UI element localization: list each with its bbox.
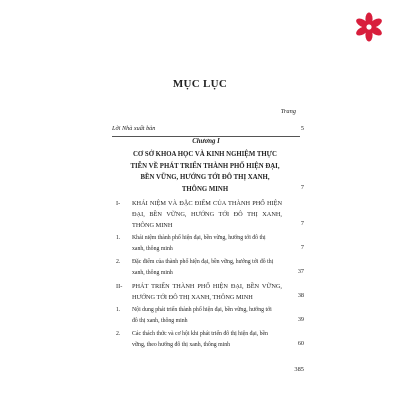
item-marker: 2. (116, 331, 121, 337)
section-marker: I- (116, 200, 121, 207)
preface-label: Lời Nhà xuất bản (112, 125, 156, 132)
toc-section-2[interactable] (116, 281, 282, 303)
item-page: 60 (297, 340, 304, 347)
preface-page: 5 (300, 125, 304, 132)
publisher-logo-icon (354, 12, 384, 42)
page-column-label: Trang (280, 108, 296, 115)
toc-item-1-1[interactable] (116, 233, 278, 255)
section-marker: II- (116, 283, 123, 290)
item-title: Đặc điểm của thành phố hiện đại, bền vững, hướng tới đô thị xanh, thông minh (132, 259, 274, 276)
page-folio: 385 (294, 366, 304, 373)
item-title: Nội dung phát triển thành phố hiện đại, bền vững, hướng tới đô thị xanh, thông minh (132, 307, 272, 324)
divider (112, 136, 300, 137)
item-marker: 1. (116, 235, 121, 241)
item-marker: 2. (116, 259, 121, 265)
chapter-label: Chương I (192, 138, 220, 145)
section-page: 38 (297, 292, 304, 299)
toc-section-1[interactable] (116, 198, 282, 231)
item-page: 39 (297, 316, 304, 323)
item-page: 37 (297, 268, 304, 275)
item-title: Các thách thức và cơ hội khi phát triển đô thị hiện đại, bền vững, theo hướng đô thị xanh, thông minh (132, 331, 268, 348)
toc-item-1-2[interactable] (116, 257, 278, 279)
section-page: 7 (300, 220, 304, 227)
item-marker: 1. (116, 307, 121, 313)
toc-item-2-2[interactable] (116, 329, 278, 351)
chapter-title[interactable]: CƠ SỞ KHOA HỌC VÀ KINH NGHIỆM THỰC TIỄN VỀ PHÁT TRIỂN THÀNH PHỐ HIỆN ĐẠI, BỀN VỮNG, HƯỚNG TỚI ĐÔ THỊ XANH, THÔNG MINH (130, 151, 280, 193)
toc-item-2-1[interactable] (116, 305, 278, 327)
toc-entry-preface[interactable] (112, 124, 304, 134)
section-title: KHÁI NIỆM VÀ ĐẶC ĐIỂM CỦA THÀNH PHỐ HIỆN ĐẠI, BỀN VỮNG, HƯỚNG TỚI ĐÔ THỊ XANH, THÔNG MINH (132, 200, 282, 229)
page-title: MỤC LỤC (172, 78, 228, 90)
section-title: PHÁT TRIỂN THÀNH PHỐ HIỆN ĐẠI, BỀN VỮNG, HƯỚNG TỚI ĐÔ THỊ XANH, THÔNG MINH (132, 283, 282, 301)
item-title: Khái niệm thành phố hiện đại, bền vững, hướng tới đô thị xanh, thông minh (132, 235, 266, 252)
chapter-page: 7 (300, 184, 304, 191)
item-page: 7 (300, 244, 304, 251)
